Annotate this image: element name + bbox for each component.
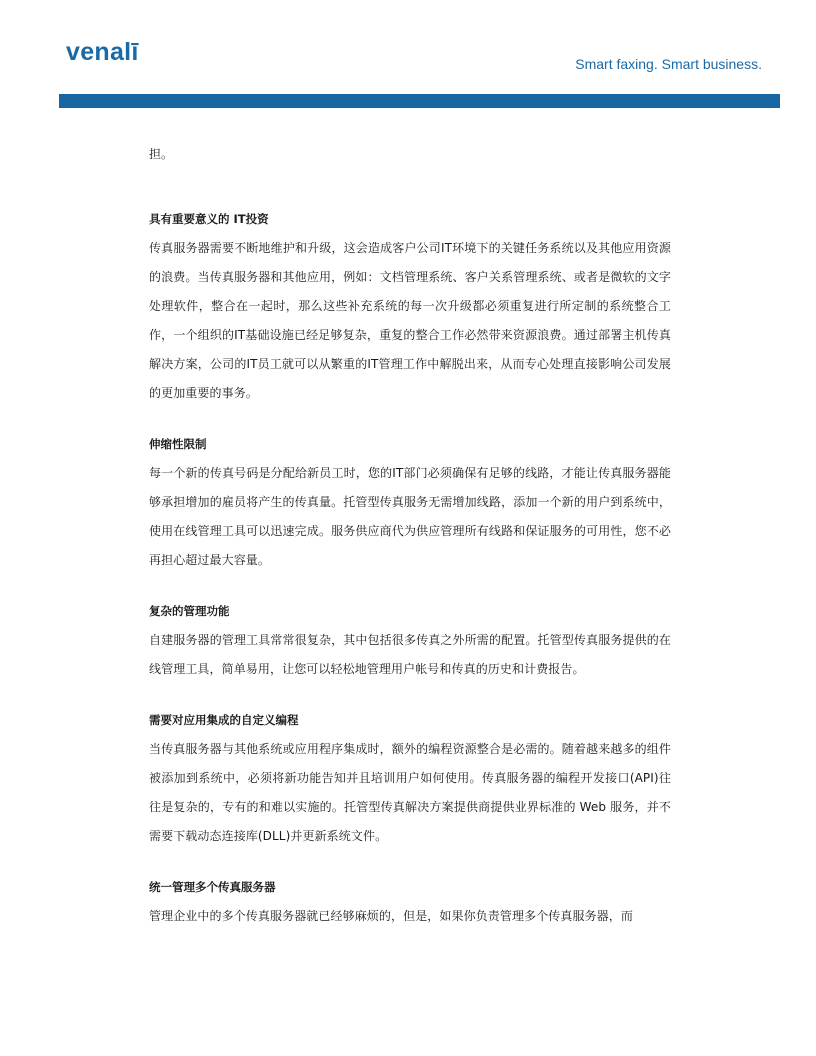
section-body: 管理企业中的多个传真服务器就已经够麻烦的，但是，如果你负责管理多个传真服务器，而 bbox=[149, 909, 634, 923]
section-it-investment bbox=[149, 205, 671, 408]
section-management bbox=[149, 597, 671, 684]
section-heading: 统一管理多个传真服务器 bbox=[149, 880, 276, 894]
section-heading: 需要对应用集成的自定义编程 bbox=[149, 713, 299, 727]
section-heading: 伸缩性限制 bbox=[149, 437, 207, 451]
section-heading: 复杂的管理功能 bbox=[149, 604, 230, 618]
section-body: 传真服务器需要不断地维护和升级，这会造成客户公司IT环境下的关键任务系统以及其他应用资源的浪费。当传真服务器和其他应用，例如：文档管理系统、客户关系管理系统、或者是微软的文字处理软件，整合在一起时，那么这些补充系统的每一次升级都必须重复进行所定制的系统整合工作，一个组织的IT基础设施已经足够复杂，重复的整合工作必然带来资源浪费。通过部署主机传真解决方案，公司的IT员工就可以从繁重的IT管理工作中解脱出来，从而专心处理直接影响公司发展的更加重要的事务。 bbox=[149, 241, 671, 400]
header-bar bbox=[59, 94, 780, 108]
section-scalability bbox=[149, 430, 671, 575]
section-multiple-servers bbox=[149, 873, 671, 931]
section-heading: 具有重要意义的 IT投资 bbox=[149, 212, 269, 226]
continued-text: 担。 bbox=[149, 147, 174, 161]
section-body: 自建服务器的管理工具常常很复杂，其中包括很多传真之外所需的配置。托管型传真服务提供的在线管理工具，简单易用，让您可以轻松地管理用户帐号和传真的历史和计费报告。 bbox=[149, 633, 671, 676]
section-body: 每一个新的传真号码是分配给新员工时，您的IT部门必须确保有足够的线路，才能让传真服务器能够承担增加的雇员将产生的传真量。托管型传真服务无需增加线路，添加一个新的用户到系统中，使用在线管理工具可以迅速完成。服务供应商代为供应管理所有线路和保证服务的可用性，您不必再担心超过最大容量。 bbox=[149, 466, 671, 567]
tagline: Smart faxing. Smart business. bbox=[575, 56, 762, 72]
section-body: 当传真服务器与其他系统或应用程序集成时，额外的编程资源整合是必需的。随着越来越多的组件被添加到系统中，必须将新功能告知并且培训用户如何使用。传真服务器的编程开发接口(API)往往是复杂的，专有的和难以实施的。托管型传真解决方案提供商提供业界标准的 Web 服务，并不需要下载动态连接库(DLL)并更新系统文件。 bbox=[149, 742, 671, 843]
section-custom-programming bbox=[149, 706, 671, 851]
document-body bbox=[149, 140, 671, 931]
venali-logo: venalī bbox=[66, 38, 139, 66]
